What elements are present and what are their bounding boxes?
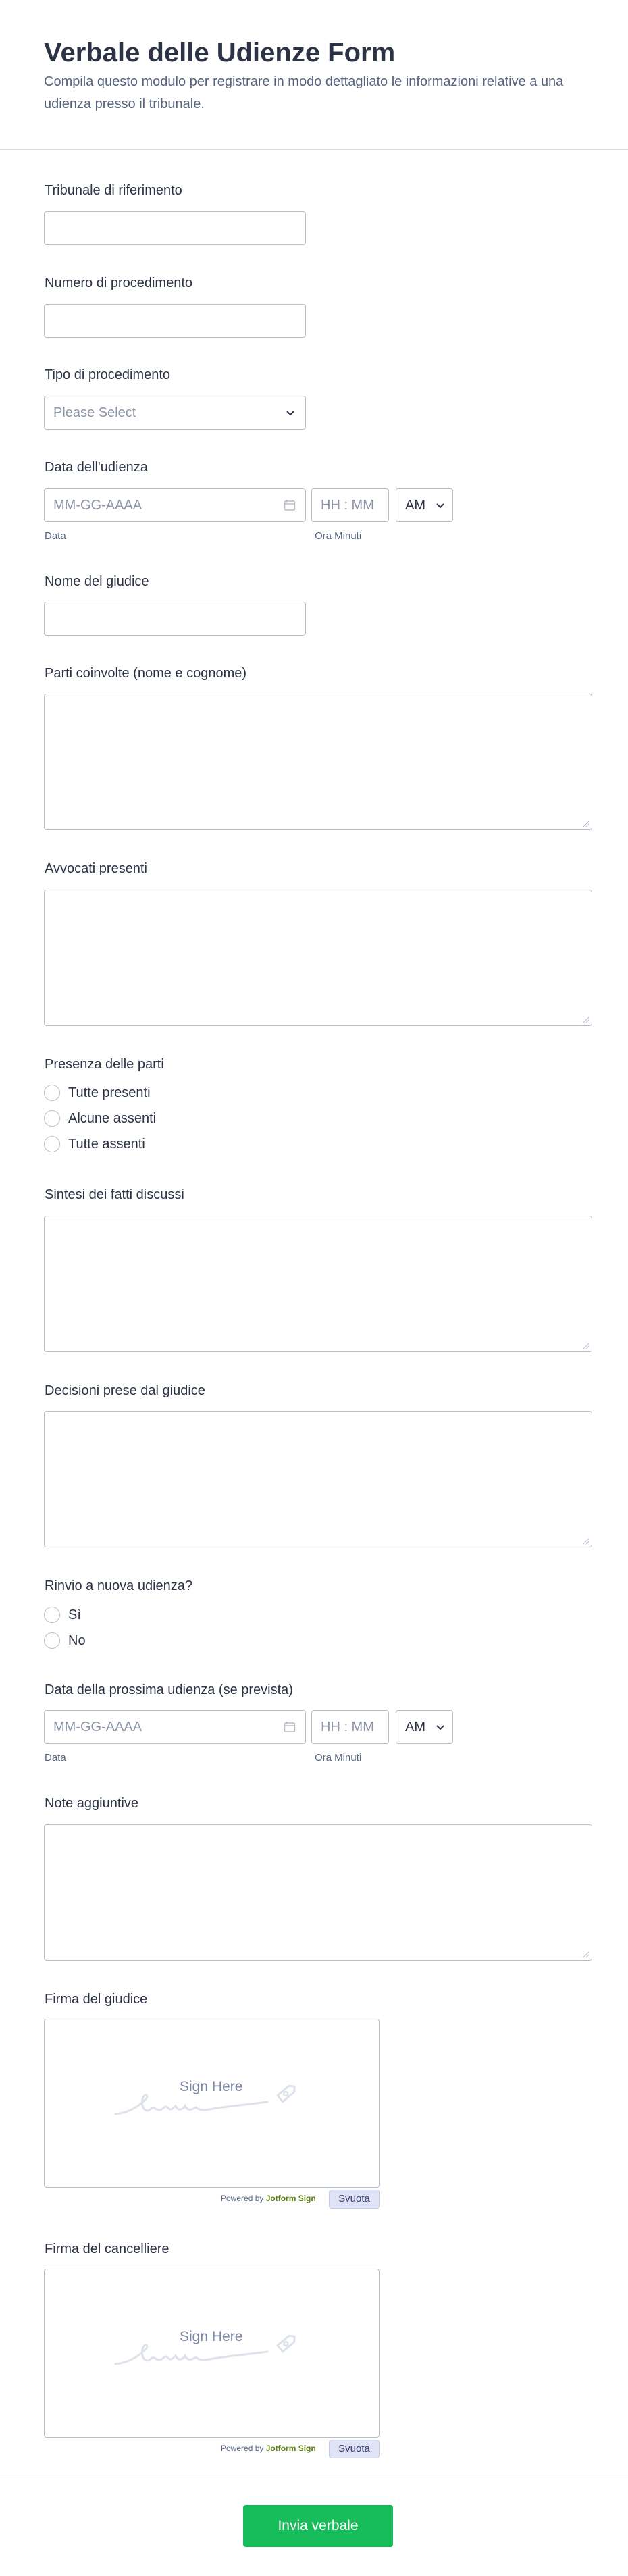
tipo-select-placeholder: Please Select — [53, 405, 136, 420]
tipo-select[interactable] — [44, 396, 306, 430]
parti-label: Parti coinvolte (nome e cognome) — [45, 666, 247, 681]
decisioni-label: Decisioni prese dal giudice — [45, 1383, 205, 1398]
radio-button[interactable] — [44, 1110, 60, 1127]
resize-grip-icon[interactable] — [581, 1015, 590, 1023]
presenza-label: Presenza delle parti — [45, 1057, 164, 1072]
ampm-value: AM — [405, 1720, 425, 1734]
tipo-label: Tipo di procedimento — [45, 367, 171, 382]
avvocati-label: Avvocati presenti — [45, 861, 147, 876]
decisioni-textarea[interactable] — [44, 1411, 592, 1547]
prossima-udienza-label: Data della prossima udienza (se prevista) — [45, 1682, 293, 1697]
calendar-icon[interactable] — [284, 1721, 296, 1733]
powered-by — [221, 2194, 316, 2203]
chevron-down-icon — [435, 500, 446, 511]
data-udienza-label: Data dell'udienza — [45, 460, 148, 475]
clear-signature-button[interactable]: Svuota — [329, 2190, 380, 2209]
sintesi-textarea[interactable] — [44, 1216, 592, 1352]
date-placeholder: MM-GG-AAAA — [53, 498, 142, 513]
firma-giudice-pad[interactable] — [44, 2019, 380, 2188]
data-udienza-ampm-select[interactable] — [396, 488, 453, 522]
numero-input[interactable] — [44, 304, 306, 338]
jotform-sign-brand: Jotform Sign — [265, 2194, 316, 2203]
resize-grip-icon[interactable] — [581, 819, 590, 827]
clear-signature-button[interactable]: Svuota — [329, 2440, 380, 2458]
note-label: Note aggiuntive — [45, 1796, 138, 1811]
numero-label: Numero di procedimento — [45, 276, 192, 290]
ampm-value: AM — [405, 498, 425, 513]
form-description: Compila questo modulo per registrare in modo dettagliato le informazioni relative a una udienza presso il tribunale. — [44, 74, 564, 111]
resize-grip-icon[interactable] — [581, 1341, 590, 1349]
tribunale-input[interactable] — [44, 211, 306, 245]
date-sublabel: Data — [45, 1752, 66, 1763]
prossima-udienza-date-input[interactable] — [44, 1710, 306, 1744]
sign-here-text: Sign Here — [180, 2079, 243, 2094]
prossima-udienza-time-input[interactable] — [311, 1710, 389, 1744]
time-sublabel: Ora Minuti — [315, 530, 362, 542]
jotform-sign-brand: Jotform Sign — [265, 2444, 316, 2453]
form-title: Verbale delle Udienze Form — [44, 38, 396, 68]
powered-by — [221, 2444, 316, 2453]
firma-giudice-label: Firma del giudice — [45, 1992, 148, 2007]
radio-button[interactable] — [44, 1136, 60, 1152]
rinvio-label: Rinvio a nuova udienza? — [45, 1578, 193, 1593]
powered-by-prefix: Powered by — [221, 2444, 264, 2453]
sign-here-text: Sign Here — [180, 2329, 243, 2344]
submit-button[interactable]: Invia verbale — [243, 2505, 393, 2547]
radio-label: Tutte presenti — [68, 1085, 151, 1100]
data-udienza-date-input[interactable] — [44, 488, 306, 522]
radio-label: Tutte assenti — [68, 1137, 145, 1152]
powered-by-prefix: Powered by — [221, 2194, 264, 2203]
avvocati-textarea[interactable] — [44, 890, 592, 1026]
chevron-down-icon — [285, 407, 296, 418]
time-sublabel: Ora Minuti — [315, 1752, 362, 1763]
radio-label: No — [68, 1633, 86, 1648]
calendar-icon[interactable] — [284, 499, 296, 511]
radio-button[interactable] — [44, 1632, 60, 1649]
radio-button[interactable] — [44, 1607, 60, 1623]
radio-button[interactable] — [44, 1085, 60, 1101]
form-footer — [0, 2477, 628, 2576]
radio-label: Alcune assenti — [68, 1111, 157, 1126]
data-udienza-time-input[interactable] — [311, 488, 389, 522]
resize-grip-icon[interactable] — [581, 1950, 590, 1958]
date-placeholder: MM-GG-AAAA — [53, 1720, 142, 1734]
giudice-input[interactable] — [44, 602, 306, 636]
giudice-label: Nome del giudice — [45, 574, 149, 589]
time-placeholder: HH : MM — [321, 498, 374, 513]
firma-cancelliere-pad[interactable] — [44, 2269, 380, 2438]
radio-label: Sì — [68, 1607, 81, 1622]
chevron-down-icon — [435, 1722, 446, 1732]
note-textarea[interactable] — [44, 1824, 592, 1961]
prossima-udienza-ampm-select[interactable] — [396, 1710, 453, 1744]
firma-cancelliere-label: Firma del cancelliere — [45, 2242, 169, 2257]
tribunale-label: Tribunale di riferimento — [45, 183, 182, 198]
date-sublabel: Data — [45, 530, 66, 542]
resize-grip-icon[interactable] — [581, 1537, 590, 1545]
parti-textarea[interactable] — [44, 694, 592, 830]
sintesi-label: Sintesi dei fatti discussi — [45, 1187, 184, 1202]
time-placeholder: HH : MM — [321, 1720, 374, 1734]
form-header — [0, 0, 628, 150]
